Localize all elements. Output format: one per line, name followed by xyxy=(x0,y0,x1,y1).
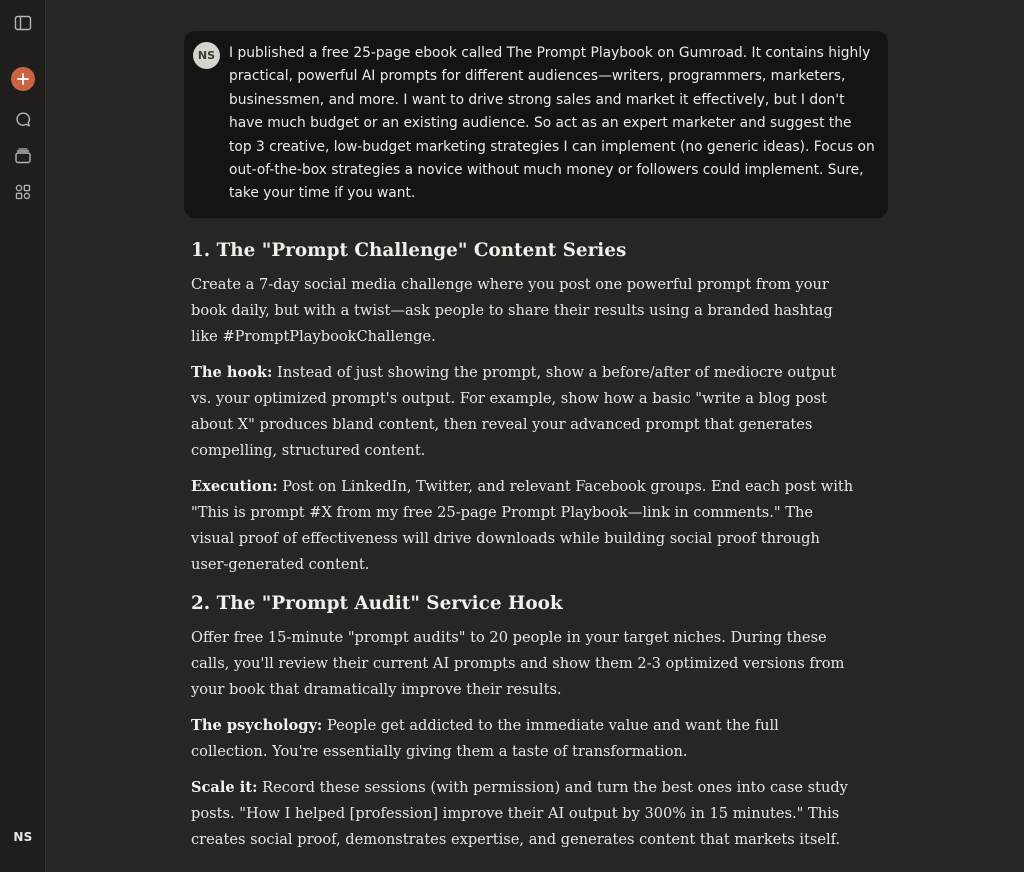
section1-hook xyxy=(191,360,859,464)
sidebar-toggle-icon[interactable] xyxy=(11,11,35,35)
execution-label: Execution: xyxy=(191,478,278,495)
section2-psychology xyxy=(191,713,859,765)
sidebar xyxy=(0,0,46,872)
section1-execution xyxy=(191,474,859,578)
scale-text: Record these sessions (with permission) and turn the best ones into case study posts. "How I helped [profession] improve their AI output by 300% in 15 minutes." This creates social proof, demonstrates expertise, and generates content that markets itself. xyxy=(191,779,848,848)
hook-text: Instead of just showing the prompt, show a before/after of mediocre output vs. your optimized prompt's output. For example, show how a basic "write a blog post about X" produces bland content, then reveal your advanced prompt that generates compelling, structured content. xyxy=(191,364,837,459)
scale-label: Scale it: xyxy=(191,779,258,796)
user-avatar-button[interactable]: NS xyxy=(13,830,33,844)
plus-icon xyxy=(17,73,29,85)
section1-intro: Create a 7-day social media challenge where you post one powerful prompt from your book daily, but with a twist—ask people to share their results using a branded hashtag like #PromptPlaybookChallenge. xyxy=(191,276,833,345)
chat-search-icon[interactable] xyxy=(11,108,35,132)
chat-main xyxy=(46,0,1024,872)
user-avatar: NS xyxy=(193,42,220,69)
section2-intro: Offer free 15-minute "prompt audits" to 20 people in your target niches. During these calls, you'll review their current AI prompts and show them 2-3 optimized versions from your book that dramatically improve their results. xyxy=(191,629,845,698)
section-heading-2: 2. The "Prompt Audit" Service Hook xyxy=(191,593,563,614)
section2-scale xyxy=(191,775,859,853)
user-message xyxy=(184,31,888,218)
psychology-text: People get addicted to the immediate value and want the full collection. You're essentially giving them a taste of transformation. xyxy=(191,717,779,760)
user-message-text: I published a free 25-page ebook called The Prompt Playbook on Gumroad. It contains highly practical, powerful AI prompts for different audiences—writers, programmers, marketers, businessmen, and more. I want to drive strong sales and market it effectively, but I don't have much budget or an existing audience. So act as an expert marketer and suggest the top 3 creative, low-budget marketing strategies I can implement (no generic ideas). Focus on out-of-the-box strategies a novice without much money or followers could implement. Sure, take your time if you want. xyxy=(229,45,875,202)
artifacts-icon[interactable] xyxy=(11,180,35,204)
hook-label: The hook: xyxy=(191,364,273,381)
new-chat-button[interactable] xyxy=(11,67,35,91)
execution-text: Post on LinkedIn, Twitter, and relevant Facebook groups. End each post with "This is prompt #X from my free 25-page Prompt Playbook—link in comments." The visual proof of effectiveness will drive downloads while building social proof through user-generated content. xyxy=(191,478,854,573)
section-heading-1: 1. The "Prompt Challenge" Content Series xyxy=(191,240,627,261)
psychology-label: The psychology: xyxy=(191,717,323,734)
assistant-response xyxy=(191,236,859,853)
projects-icon[interactable] xyxy=(11,144,35,168)
